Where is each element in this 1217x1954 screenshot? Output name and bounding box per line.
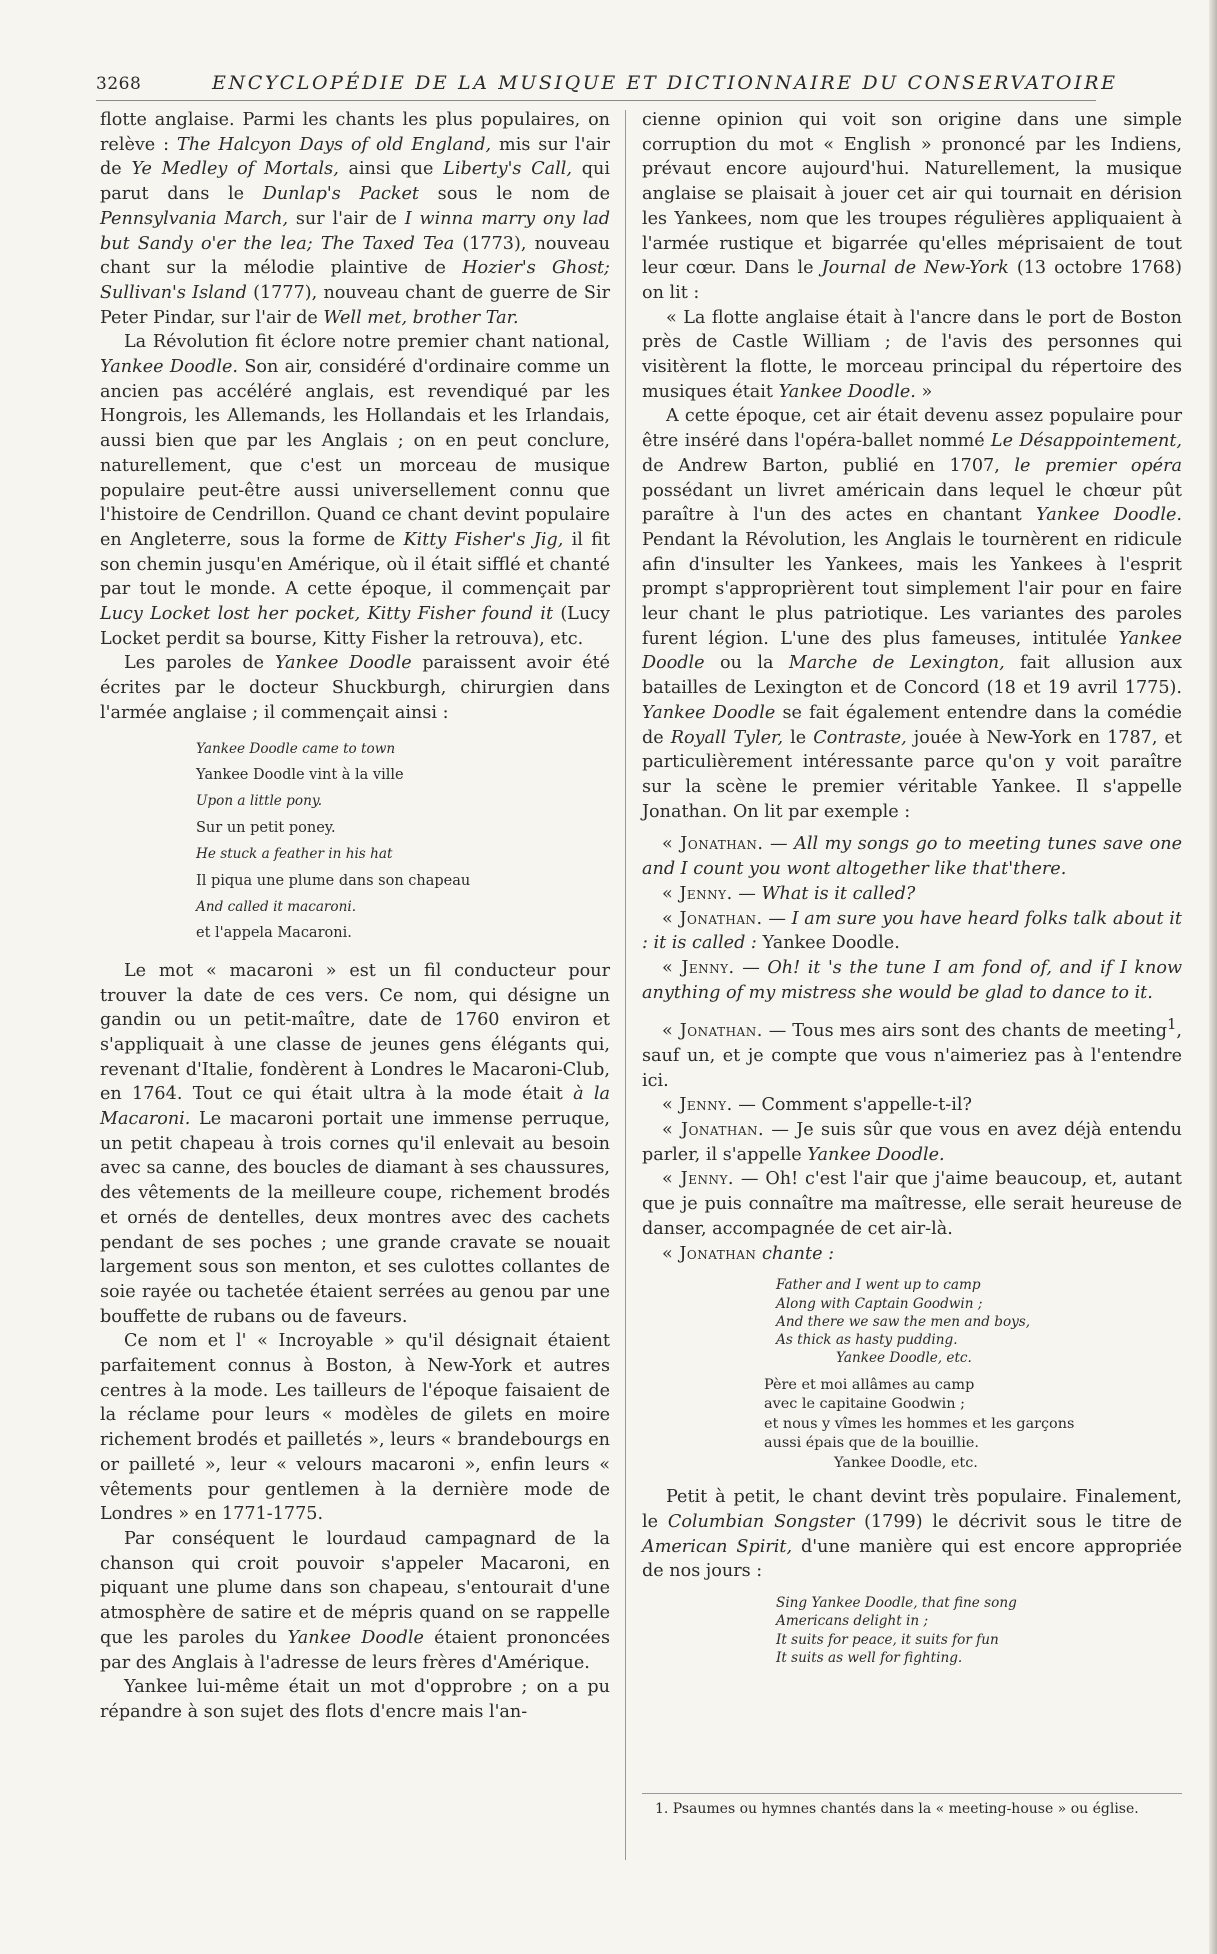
song-english: [776, 1594, 1182, 1667]
dialogue-line: « Jonathan. — All my songs go to meeting tunes save one and I count you wont altogether like that'there.: [642, 834, 1182, 880]
song-line: And there we saw the men and boys,: [776, 1313, 1031, 1330]
poem-line-en: And called it macaroni.: [196, 899, 357, 916]
paragraph: Yankee lui-même était un mot d'opprobre ; on a pu répandre à son sujet des flots d'encre mais l'an-: [100, 1677, 610, 1722]
poem-line-fr: Il piqua une plume dans son chapeau: [196, 872, 471, 889]
poem-line-fr: Sur un petit poney.: [196, 819, 336, 836]
song-line: It suits as well for fighting.: [776, 1649, 963, 1666]
page-number: 3268: [96, 74, 142, 94]
dialogue-line: « Jonathan. — Je suis sûr que vous en avez déjà entendu parler, il s'appelle Yankee Doodle.: [642, 1119, 1182, 1165]
song-line: Americans delight in ;: [776, 1613, 929, 1630]
song-line: As thick as hasty pudding.: [776, 1332, 958, 1349]
page-edge: [1209, 0, 1217, 1954]
song-line: Along with Captain Goodwin ;: [776, 1295, 983, 1312]
paragraph: A cette époque, cet air était devenu assez populaire pour être inséré dans l'opéra-ballet nommé Le Désappointement, de Andrew Barton, publié en 1707, le premier opéra possédant un livret américain dans lequel le chœur pût paraître à l'un des actes en chantant Yankee Doodle. Pendant la Révolution, les Anglais le tournèrent en ridicule afin d'insulter les Yankees, mais les Yankees à l'esprit prompt s'approprièrent tout simplement l'air pour en faire leur chant le plus patriotique. Les variantes des paroles furent légion. L'une des plus fameuses, intitulée Yankee Doodle ou la Marche de Lexington, fait allusion aux batailles de Lexington et de Concord (18 et 19 avril 1775). Yankee Doodle se fait également entendre dans la comédie de Royall Tyler, le Contraste, jouée à New-York en 1787, et particulièrement intéressante parce qu'on y voit paraître sur la scène le premier véritable Yankee. Il s'appelle Jonathan. On lit par exemple :: [642, 406, 1182, 822]
paragraph: La Révolution fit éclore notre premier chant national, Yankee Doodle. Son air, considéré d'ordinaire comme un ancien pas accéléré anglais, est revendiqué par les Hongrois, les Allemands, les Hollandais et les Irlandais, aussi bien que par les Anglais ; on en peut conclure, naturellement, que c'est un morceau de musique populaire peut-être aussi universellement connu que l'histoire de Cendrillon. Quand ce chant devint populaire en Angleterre, sous la forme de Kitty Fisher's Jig, il fit son chemin jusqu'en Amérique, où il était sifflé et chanté par tout le monde. A cette époque, il commençait par Lucy Locket lost her pocket, Kitty Fisher found it (Lucy Locket perdit sa bourse, Kitty Fisher la retrouva), etc.: [100, 332, 611, 649]
song-line: Yankee Doodle, etc.: [836, 1350, 972, 1367]
song-line: avec le capitaine Goodwin ;: [764, 1396, 965, 1413]
quoted-poem: [196, 736, 610, 947]
song-line: Père et moi allâmes au camp: [764, 1376, 975, 1393]
dialogue-line: « Jenny. — Comment s'appelle-t-il?: [662, 1095, 972, 1116]
poem-line-en: Upon a little pony.: [196, 793, 323, 810]
paragraph: flotte anglaise. Parmi les chants les plus populaires, on relève : The Halcyon Days of old England, mis sur l'air de Ye Medley of Mortals, ainsi que Liberty's Call, qui parut dans le Dunlap's Packet sous le nom de Pennsylvania March, sur l'air de I winna marry ony lad but Sandy o'er the lea; The Taxed Tea (1773), nouveau chant sur la mélodie plaintive de Hozier's Ghost; Sullivan's Island (1777), nouveau chant de guerre de Sir Peter Pindar, sur l'air de Well met, brother Tar.: [100, 110, 611, 328]
page-header: [96, 70, 1118, 101]
running-title: ENCYCLOPÉDIE DE LA MUSIQUE ET DICTIONNAIRE DU CONSERVATOIRE: [212, 72, 1118, 94]
dialogue-line: « Jonathan. — Tous mes airs sont des chants de meeting$^1$, sauf un, et je compte que vous n'aimeriez pas à l'entendre ici.: [642, 1016, 1182, 1091]
right-column: [642, 108, 1182, 1667]
paragraph: Le mot « macaroni » est un fil conducteur pour trouver la date de ces vers. Ce nom, qui désigne un gandin ou un petit-maître, date de 1760 environ et s'appliquait à une classe de jeunes gens élégants qui, revenant d'Italie, fondèrent à Londres le Macaroni-Club, en 1764. Tout ce qui était ultra à la mode était à la Macaroni. Le macaroni portait une immense perruque, un petit chapeau à trois cornes qu'il enlevait au besoin avec sa canne, des boucles de diamant à ses chaussures, des vêtements de la meilleure coupe, richement brodés et ornés de dentelles, deux montres avec des cachets pendant de ses poches ; une grande cravate se nouait largement sous son menton, et ses culottes collantes de soie rayée ou tachetée étaient serrées au genou par une bouffette de rubans ou de faveurs.: [100, 960, 611, 1327]
dialogue-line: « Jonathan chante :: [662, 1243, 835, 1264]
paragraph: Les paroles de Yankee Doodle paraissent avoir été écrites par le docteur Shuckburgh, chirurgien dans l'armée anglaise ; il commençait ainsi :: [100, 653, 610, 723]
footnote-ref: 1: [1167, 1016, 1177, 1034]
song-line: It suits for peace, it suits for fun: [776, 1631, 999, 1648]
column-divider: [625, 110, 626, 1860]
paragraph: cienne opinion qui voit son origine dans une simple corruption du mot « English » prononcé par les Indiens, prévaut encore aujourd'hui. Naturellement, la musique anglaise se plaisait à jouer cet air qui tournait en dérision les Yankees, nom que les troupes régulières appliquaient à l'armée rustique et bigarrée qu'elles méprisaient de tout leur cœur. Dans le Journal de New-York (13 octobre 1768) on lit :: [642, 110, 1182, 303]
left-column: [100, 108, 610, 1725]
footnote: 1. Psaumes ou hymnes chantés dans la « meeting-house » ou église.: [655, 1801, 1139, 1817]
paragraph: Ce nom et l' « Incroyable » qu'il désignait étaient parfaitement connus à Boston, à New-York et autres centres à la mode. Les tailleurs de l'époque faisaient de la réclame pour leurs « modèles de gilets en moire richement brodés et pailletés », leurs « brandebourgs en or pailleté », leur « velours macaroni », enfin leurs « vêtements pour gentlemen à la dernière mode de Londres » en 1771-1775.: [100, 1331, 610, 1525]
quotation: « La flotte anglaise était à l'ancre dans le port de Boston près de Castle William ; de l'avis des personnes qui visitèrent la flotte, le morceau principal du répertoire des musiques était Yankee Doodle. »: [642, 307, 1182, 402]
poem-line-fr: Yankee Doodle vint à la ville: [196, 766, 404, 783]
song-line: aussi épais que de la bouillie.: [764, 1435, 979, 1452]
paragraph: Petit à petit, le chant devint très populaire. Finalement, le Columbian Songster (1799) le décrivit sous le titre de American Spirit, d'une manière qui est encore appropriée de nos jours :: [642, 1487, 1182, 1582]
dialogue-line: « Jenny. — Oh! it 's the tune I am fond of, and if I know anything of my mistress she would be glad to dance to it.: [642, 957, 1182, 1003]
song-line: Yankee Doodle, etc.: [834, 1454, 978, 1471]
song-english: [776, 1276, 1182, 1367]
poem-line-en: Yankee Doodle came to town: [196, 740, 396, 757]
song-line: Sing Yankee Doodle, that fine song: [776, 1595, 1017, 1611]
poem-line-en: He stuck a feather in his hat: [196, 846, 393, 863]
song-line: et nous y vîmes les hommes et les garçons: [764, 1415, 1075, 1432]
dialogue-line: « Jenny. — What is it called?: [662, 883, 916, 904]
dialogue-line: « Jonathan. — I am sure you have heard folks talk about it : it is called : Yankee Doodle.: [642, 908, 1182, 954]
footnote-divider: [642, 1793, 1182, 1794]
paragraph: Par conséquent le lourdaud campagnard de la chanson qui croit pouvoir s'appeler Macaroni, en piquant une plume dans son chapeau, s'entourait d'une atmosphère de satire et de mépris quand on se rappelle que les paroles du Yankee Doodle étaient prononcées par des Anglais à l'adresse de leurs frères d'Amérique.: [100, 1529, 610, 1673]
dialogue-line: « Jenny. — Oh! c'est l'air que j'aime beaucoup, et, autant que je puis connaître ma maîtresse, elle serait heureuse de danser, accompagnée de cet air-là.: [642, 1169, 1183, 1239]
song-line: Father and I went up to camp: [776, 1277, 981, 1294]
song-french: [764, 1376, 1182, 1474]
poem-line-fr: et l'appela Macaroni.: [196, 925, 352, 942]
